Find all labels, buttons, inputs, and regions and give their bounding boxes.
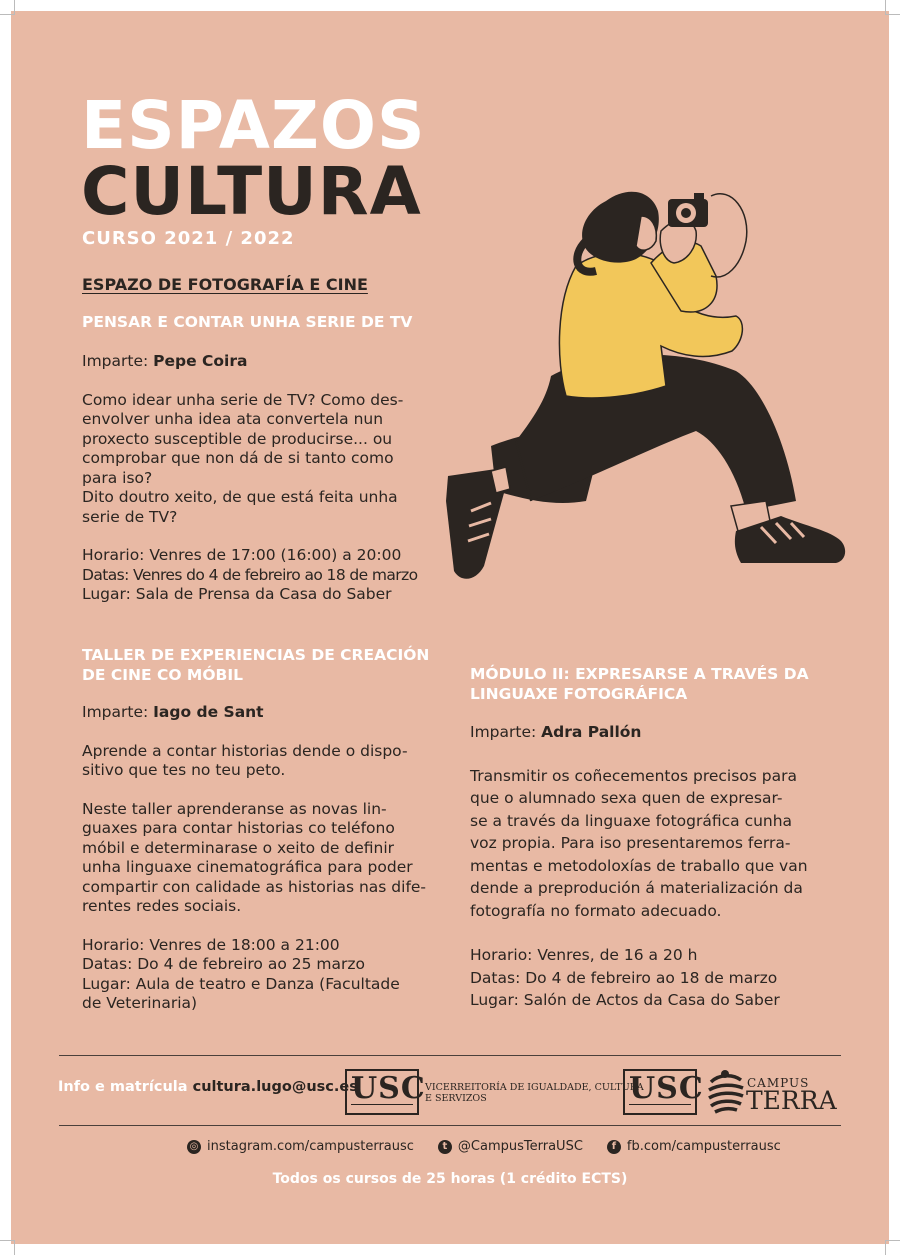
description-line: Dito doutro xeito, de que está feita unha [82, 488, 398, 506]
usc-logo-2 [623, 1069, 704, 1115]
course2-title-line: TALLER DE EXPERIENCIAS DE CREACIÓN [82, 646, 430, 664]
footer-divider-top [59, 1055, 841, 1056]
instructor-label: Imparte: [82, 352, 149, 370]
instructor-label: Imparte: [470, 723, 537, 741]
description-line: Como idear unha serie de TV? Como des- [82, 390, 404, 409]
photographer-illustration [436, 171, 856, 591]
campus-terra-big: TERRA [746, 1086, 837, 1115]
instructor-name: Pepe Coira [153, 352, 248, 370]
intro-line: Aprende a contar historias dende o dispo- [82, 741, 408, 760]
campus-terra-emblem-icon [707, 1068, 745, 1116]
facebook-icon: f [607, 1140, 621, 1154]
crop-mark [0, 0, 15, 15]
description-line: rentes redes sociais. [82, 897, 242, 915]
description-line: se a través da linguaxe fotográfica cunha [470, 811, 793, 830]
course2-block [82, 645, 452, 1014]
description-line: compartir con calidade as historias nas dife- [82, 877, 427, 896]
crop-mark [885, 1240, 900, 1255]
instructor-name: Adra Pallón [541, 723, 642, 741]
course2-description [82, 800, 452, 917]
course3-instructor [470, 723, 870, 743]
description-line: dende a preprodución á materialización da [470, 879, 803, 897]
vicerrectorate-label [425, 1082, 644, 1104]
footer-divider-bottom [59, 1125, 841, 1126]
usc-logo [345, 1069, 426, 1115]
usc-logo-letters: USC [629, 1071, 704, 1106]
description-line: guaxes para contar historias co teléfono [82, 819, 395, 837]
course1-block [82, 312, 452, 605]
description-line: mentas e metodoloxías de traballo que van [470, 856, 808, 875]
course3-place: Lugar: Salón de Actos da Casa do Saber [470, 991, 780, 1009]
vicerrectorate-line: VICERREITORÍA DE IGUALDADE, CULTURA [425, 1082, 644, 1093]
course1-dates: Datas: Venres do 4 de febreiro ao 18 de marzo [82, 565, 418, 584]
info-label: Info e matrícula [58, 1079, 188, 1095]
course2-intro [82, 742, 452, 781]
description-line: envolver unha idea ata convertela nun [82, 410, 384, 428]
course2-place-line: de Veterinaria) [82, 994, 198, 1012]
description-line: que o alumnado sexa quen de expresar- [470, 789, 783, 807]
intro-line: sitivo que tes no teu peto. [82, 761, 286, 779]
course1-schedule: Horario: Venres de 17:00 (16:00) a 20:00 [82, 546, 402, 564]
title-line-espazos: ESPAZOS [81, 87, 426, 164]
twitter-icon: t [438, 1140, 452, 1154]
instructor-name: Iago de Sant [153, 703, 264, 721]
course3-title [470, 664, 870, 704]
course3-dates: Datas: Do 4 de febreiro ao 18 de marzo [470, 968, 778, 987]
course1-title: PENSAR E CONTAR UNHA SERIE DE TV [82, 313, 413, 331]
description-line: móbil e determinarase o xeito de definir [82, 838, 395, 857]
facebook-link[interactable]: fb.com/campusterrausc [626, 1139, 781, 1154]
course2-instructor [82, 703, 452, 723]
instagram-link[interactable]: instagram.com/campusterrausc [207, 1139, 414, 1154]
course2-dates: Datas: Do 4 de febreiro ao 25 marzo [82, 955, 365, 973]
course3-title-line: LINGUAXE FOTOGRÁFICA [470, 685, 688, 703]
footer-note: Todos os cursos de 25 horas (1 crédito ECTS) [272, 1171, 628, 1187]
course3-title-line: MÓDULO II: EXPRESARSE A TRAVÉS DA [470, 665, 809, 683]
instagram-icon: ◎ [187, 1140, 201, 1154]
course3-description [470, 765, 870, 923]
social-links [187, 1139, 781, 1154]
course1-place: Lugar: Sala de Prensa da Casa do Saber [82, 585, 392, 603]
course1-description [82, 391, 452, 528]
course2-schedule: Horario: Venres de 18:00 a 21:00 [82, 935, 340, 954]
title-line-cultura: CULTURA [81, 153, 422, 230]
course-year: CURSO 2021 / 2022 [82, 228, 295, 249]
course2-title [82, 645, 452, 685]
crop-mark [885, 0, 900, 15]
poster [11, 11, 889, 1244]
usc-logo-letters: USC [351, 1071, 426, 1106]
description-line: Neste taller aprenderanse as novas lin- [82, 799, 387, 818]
description-line: comprobar que non dá de si tanto como [82, 449, 394, 467]
description-line: para iso? [82, 468, 153, 487]
description-line: serie de TV? [82, 507, 178, 526]
course1-instructor [82, 352, 452, 372]
course3-block [470, 664, 870, 1012]
info-row [58, 1079, 358, 1095]
description-line: voz propia. Para iso presentaremos ferra- [470, 834, 791, 852]
course2-place-line: Lugar: Aula de teatro e Danza (Facultade [82, 974, 400, 993]
course2-title-line: DE CINE CO MÓBIL [82, 666, 243, 684]
description-line: unha linguaxe cinematográfica para poder [82, 858, 413, 876]
description-line: fotografía no formato adecuado. [470, 901, 722, 920]
crop-mark [0, 1240, 15, 1255]
twitter-link[interactable]: @CampusTerraUSC [457, 1139, 583, 1154]
camera-icon [668, 193, 708, 227]
course3-schedule: Horario: Venres, de 16 a 20 h [470, 946, 698, 964]
description-line: Transmitir os coñecementos precisos para [470, 766, 797, 785]
contact-email[interactable]: cultura.lugo@usc.es [192, 1079, 358, 1095]
instructor-label: Imparte: [82, 703, 149, 721]
section-title: ESPAZO DE FOTOGRAFÍA E CINE [82, 275, 368, 294]
campus-terra-small: CAMPUS [747, 1076, 810, 1090]
vicerrectorate-line: E SERVIZOS [425, 1093, 487, 1104]
description-line: proxecto susceptible de producirse... ou [82, 429, 393, 448]
